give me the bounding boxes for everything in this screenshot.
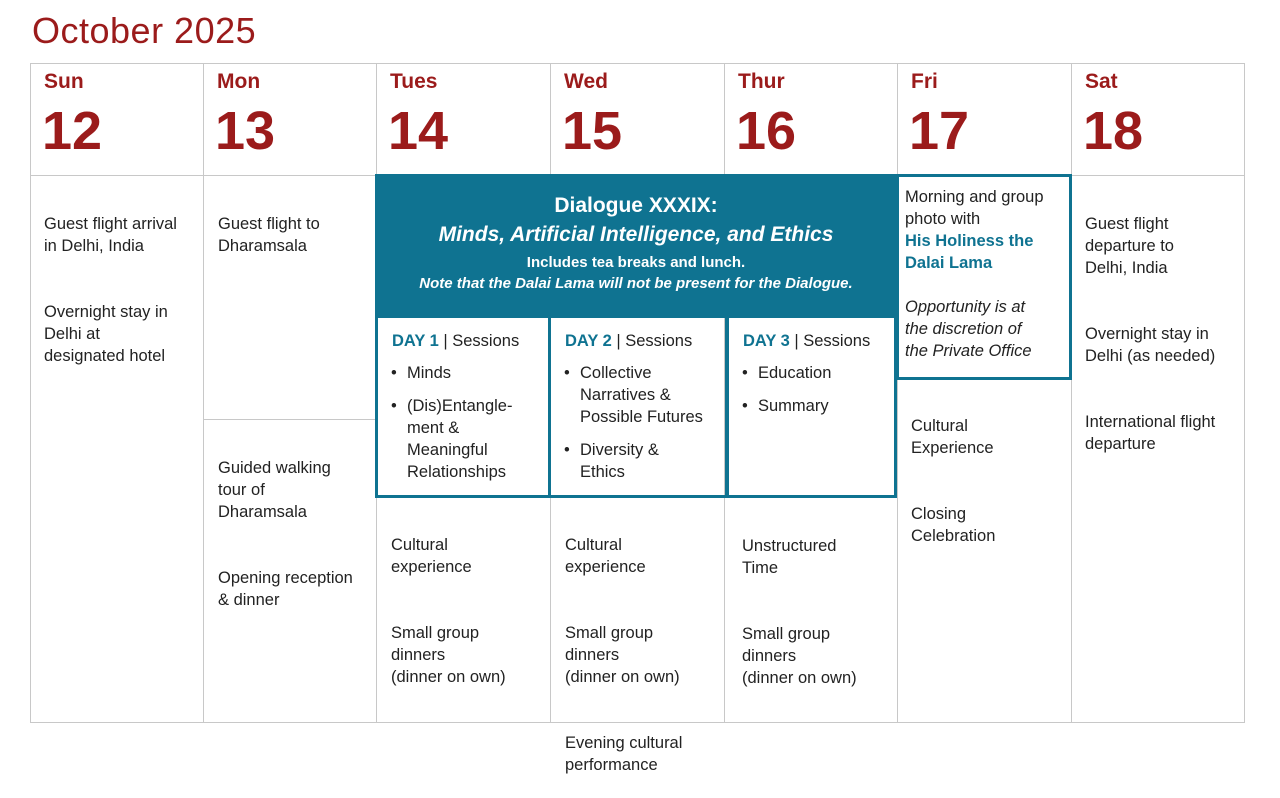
session-day-label: DAY 2 <box>565 332 612 350</box>
day-header-thur <box>724 64 897 174</box>
monday-top-events <box>218 191 373 279</box>
session-item-text: Collective Narratives & Possible Futures <box>580 364 703 426</box>
tuesday-events <box>391 512 546 710</box>
session-box-day3 <box>726 316 897 498</box>
event-text: Opening reception & dinner <box>218 569 353 609</box>
day-number: 16 <box>736 101 797 161</box>
event-text: Small group dinners (dinner on own) <box>565 624 680 686</box>
day-number: 17 <box>909 101 970 161</box>
holiness-name: His Holiness the Dalai Lama <box>905 232 1034 272</box>
bullet-icon: • <box>391 364 397 382</box>
day-number: 15 <box>562 101 623 161</box>
session-label: | Sessions <box>611 332 693 350</box>
day-header-fri <box>897 64 1071 174</box>
dialogue-title: Dialogue XXXIX: <box>554 194 718 217</box>
bullet-icon: • <box>564 364 570 382</box>
event-text: Overnight stay in Delhi (as needed) <box>1085 325 1216 365</box>
bullet-icon: • <box>742 397 748 415</box>
event-text: Cultural experience <box>391 536 472 576</box>
event-text: Small group dinners (dinner on own) <box>391 624 506 686</box>
day-name: Thur <box>738 70 785 93</box>
event-text: Cultural experience <box>565 536 646 576</box>
dialogue-subtitle: Minds, Artificial Intelligence, and Ethics <box>438 223 834 246</box>
session-day-label: DAY 1 <box>392 332 439 350</box>
friday-events <box>911 393 1066 569</box>
monday-bottom-events <box>218 435 373 633</box>
day-header-tues <box>376 64 550 174</box>
event-text: Guided walking tour of Dharamsala <box>218 459 331 521</box>
event-text: Morning and group photo with <box>905 188 1044 228</box>
friday-morning-text <box>905 186 1044 274</box>
session-item-text: Diversity & Ethics <box>580 441 659 481</box>
event-text: Guest flight arrival in Delhi, India <box>44 215 177 255</box>
dialogue-note: Note that the Dalai Lama will not be present for the Dialogue. <box>419 275 853 292</box>
wednesday-events <box>565 512 720 798</box>
bullet-icon: • <box>742 364 748 382</box>
session-header <box>392 332 519 351</box>
day-header-sat <box>1071 64 1244 174</box>
month-title: October 2025 <box>32 10 257 51</box>
session-item <box>741 362 831 384</box>
session-label: | Sessions <box>438 332 520 350</box>
event-text: Overnight stay in Delhi at designated hotel <box>44 303 168 365</box>
session-item <box>563 439 703 483</box>
thursday-events <box>742 513 892 711</box>
session-item-text: Education <box>758 364 832 382</box>
day-name: Sun <box>44 70 84 93</box>
dialogue-note: Includes tea breaks and lunch. <box>526 254 746 271</box>
event-text: Evening cultural performance <box>565 734 683 774</box>
session-label: | Sessions <box>789 332 871 350</box>
dialogue-banner <box>375 174 897 318</box>
session-list <box>390 362 512 494</box>
event-text: Small group dinners (dinner on own) <box>742 625 857 687</box>
session-list <box>741 362 831 428</box>
day-header-sun <box>30 64 203 174</box>
session-item-text: Minds <box>407 364 452 382</box>
day-number: 13 <box>215 101 276 161</box>
session-day-label: DAY 3 <box>743 332 790 350</box>
event-text: Cultural Experience <box>911 417 994 457</box>
day-name: Sat <box>1085 70 1118 93</box>
friday-holiness-box <box>896 174 1072 380</box>
opportunity-note: Opportunity is at the discretion of the Private Office <box>905 298 1032 360</box>
saturday-events <box>1085 191 1240 477</box>
day-number: 18 <box>1083 101 1144 161</box>
event-text: Guest flight to Dharamsala <box>218 215 320 255</box>
bullet-icon: • <box>564 441 570 459</box>
day-number: 14 <box>388 101 449 161</box>
session-item <box>563 362 703 428</box>
session-item <box>390 395 512 483</box>
session-item <box>741 395 831 417</box>
session-header <box>743 332 870 351</box>
event-text: International flight departure <box>1085 413 1216 453</box>
session-list <box>563 362 703 494</box>
day-header-mon <box>203 64 376 174</box>
sunday-events <box>44 191 199 389</box>
day-header-wed <box>550 64 724 174</box>
event-text: Unstructured Time <box>742 537 837 577</box>
session-item-text: (Dis)Entangle- ment & Meaningful Relationships <box>407 397 513 481</box>
monday-split-line <box>203 419 377 420</box>
session-item-text: Summary <box>758 397 829 415</box>
session-box-day2 <box>548 316 728 498</box>
event-text: Closing Celebration <box>911 505 996 545</box>
grid-col-line <box>1244 63 1245 723</box>
event-text: Guest flight departure to Delhi, India <box>1085 215 1174 277</box>
session-item <box>390 362 512 384</box>
bullet-icon: • <box>391 397 397 415</box>
day-name: Tues <box>390 70 438 93</box>
day-number: 12 <box>42 101 103 161</box>
day-name: Fri <box>911 70 938 93</box>
day-name: Wed <box>564 70 608 93</box>
day-name: Mon <box>217 70 261 93</box>
session-header <box>565 332 692 351</box>
session-box-day1 <box>375 316 551 498</box>
